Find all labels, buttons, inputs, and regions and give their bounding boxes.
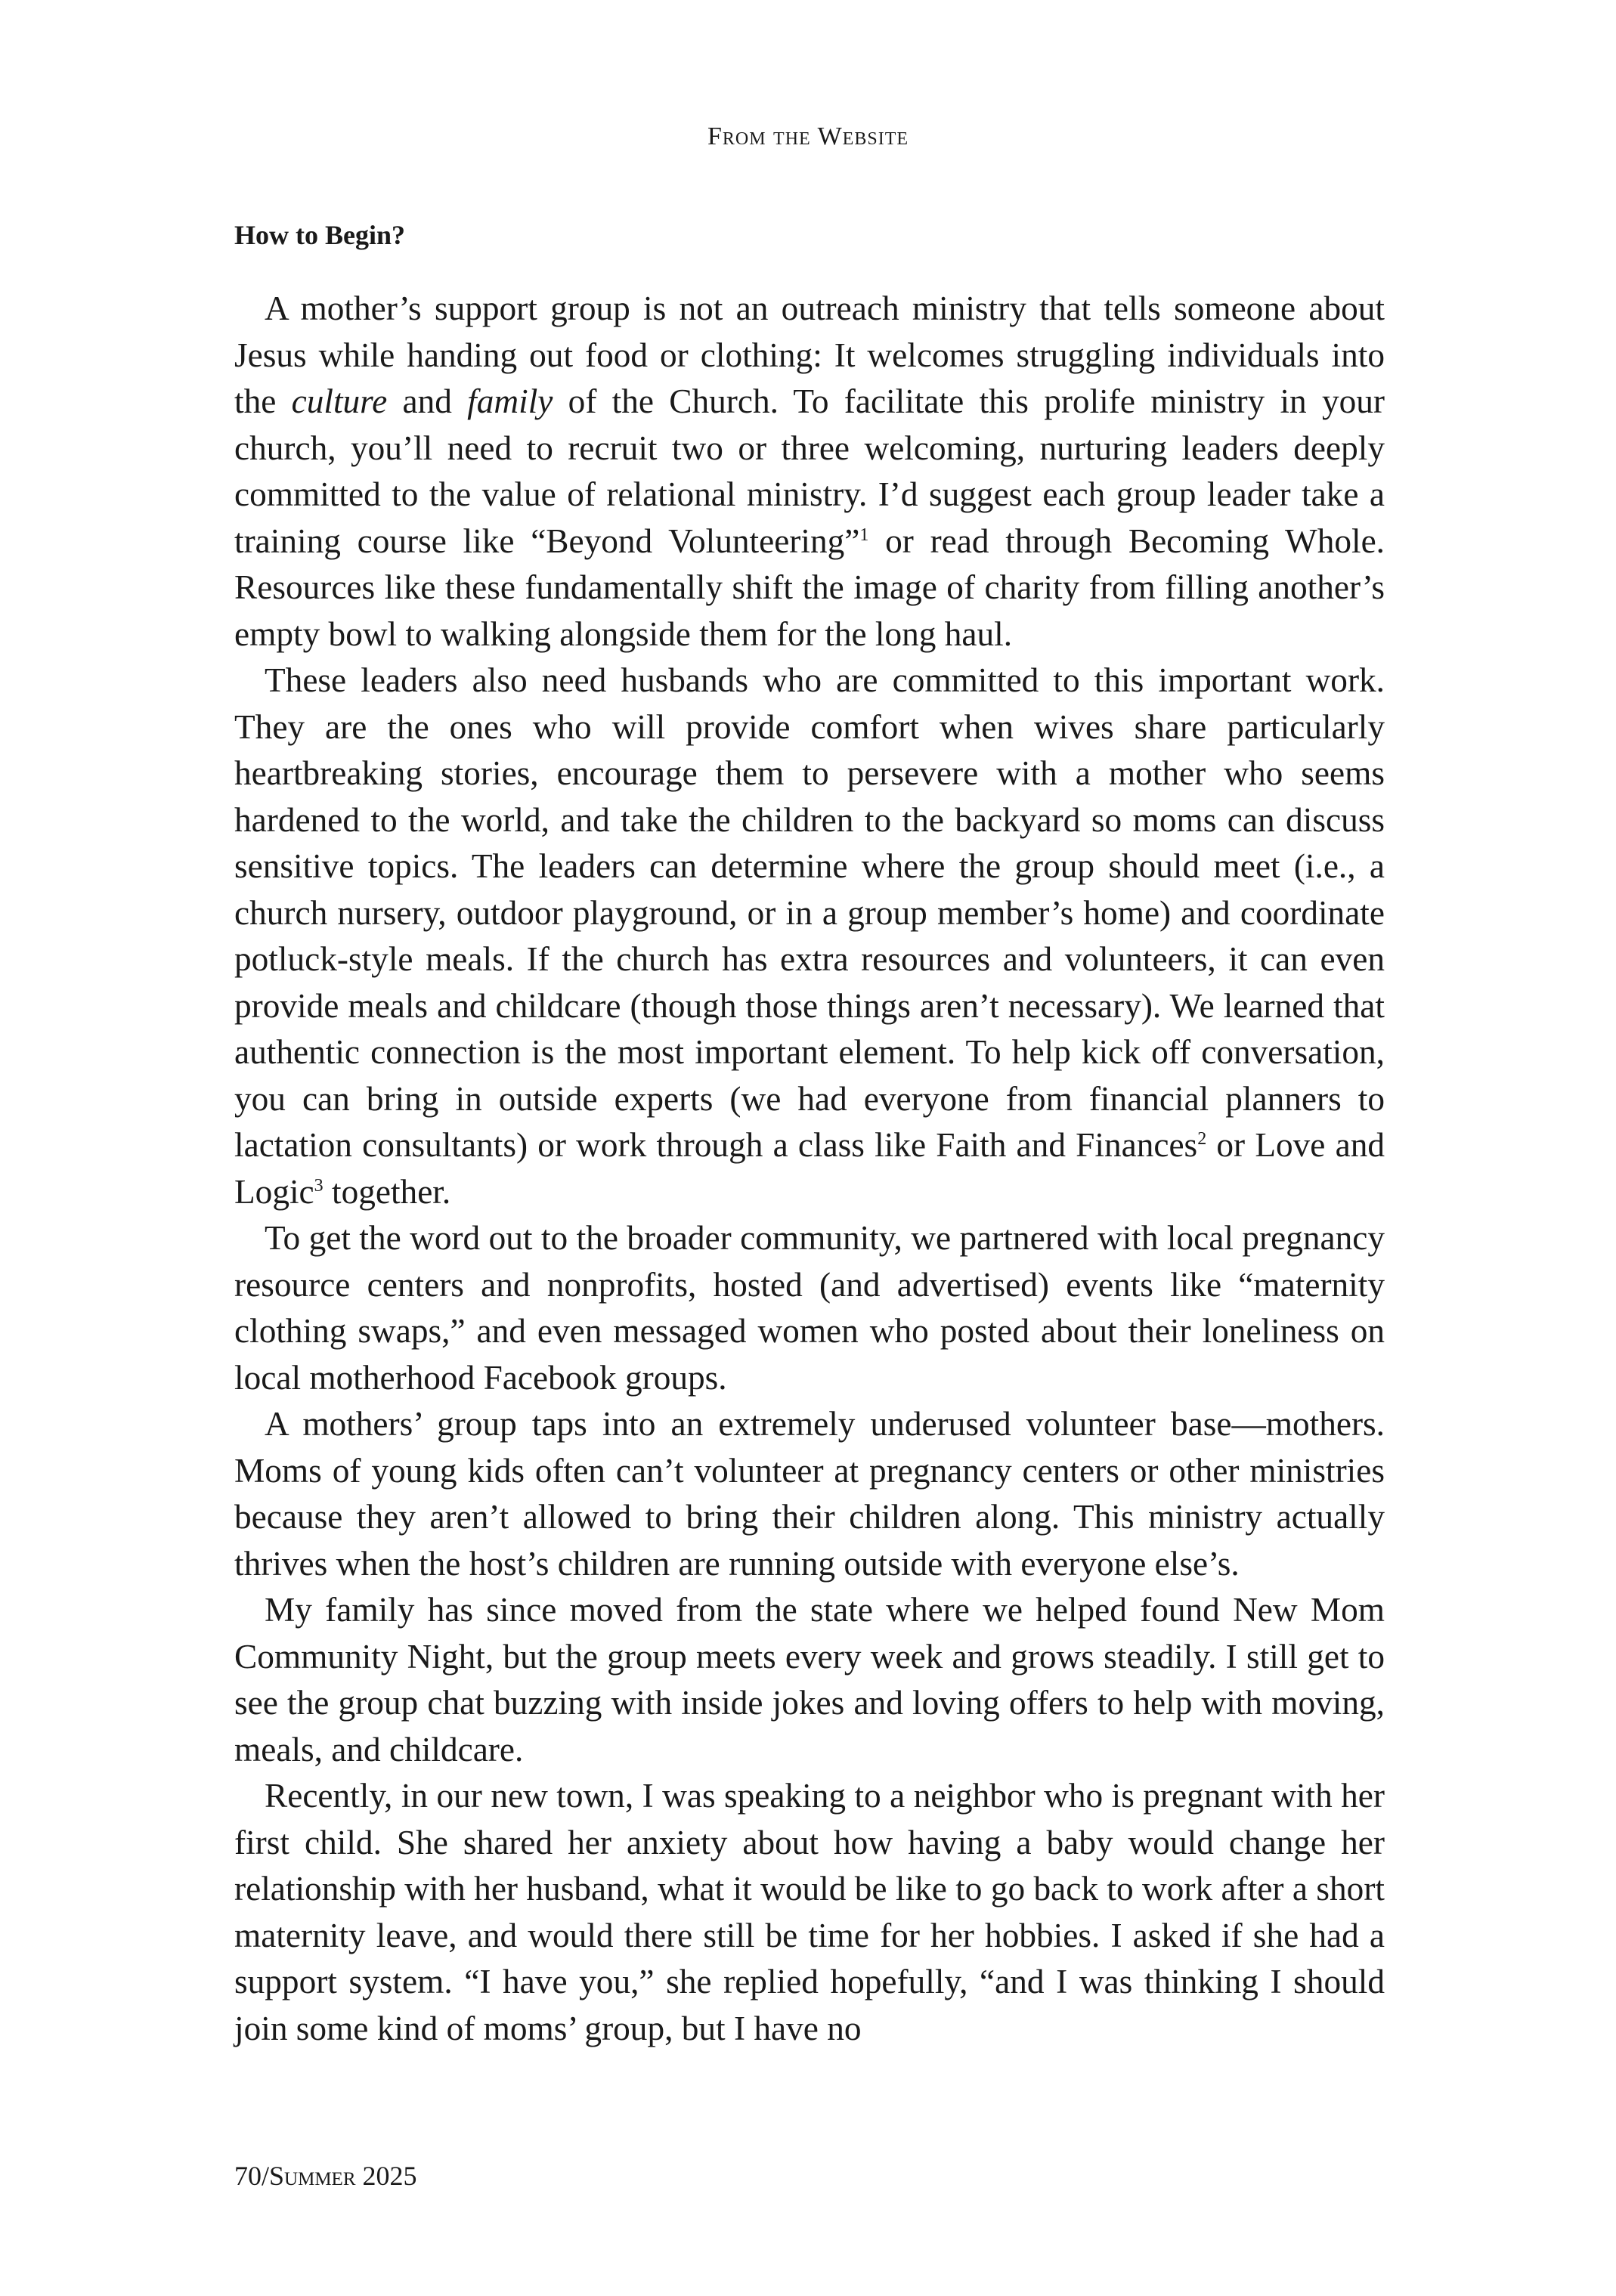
paragraph-5: My family has since moved from the state where we helped found New Mom Community Night, but the group meets every week and grows steadily. I still get to see the group chat buzzing with inside jokes and loving offers to help with moving, meals, and childcare. (234, 1591, 1385, 1768)
footnote-marker-3: 3 (314, 1175, 324, 1196)
text-run: or read through Becoming Whole. Resources like these fundamentally shift the image of charity from filling another’s empty bowl to walking alongside them for the long haul. (234, 521, 1385, 653)
paragraph-3: To get the word out to the broader community, we partnered with local pregnancy resource centers and nonprofits, hosted (and advertised) events like “maternity clothing swaps,” and even messaged women who posted about their loneliness on local motherhood Facebook groups. (234, 1219, 1385, 1397)
text-run: of the Church. To facilitate this prolife ministry in your church, you’ll need to recruit two or three welcoming, nurturing leaders deeply committed to the value of relational ministry. I’d suggest each group leader take a training course like “Beyond Volunteering” (234, 382, 1385, 560)
paragraph-2 (234, 658, 1385, 1215)
footnote-marker-2: 2 (1197, 1128, 1207, 1149)
page-number: 70/ (234, 2161, 270, 2191)
issue-label: Summer 2025 (269, 2161, 417, 2191)
paragraph-1 (234, 286, 1385, 658)
article-body (234, 286, 1385, 2052)
footnote-marker-1: 1 (859, 524, 869, 545)
section-heading: How to Begin? (234, 220, 406, 250)
paragraph-4: A mothers’ group taps into an extremely underused volunteer base—mothers. Moms of young kids often can’t volunteer at pregnancy centers or other ministries because they aren’t allowed to bring their children along. This ministry actually thrives when the host’s children are running outside with everyone else’s. (234, 1405, 1385, 1583)
text-run: These leaders also need husbands who are committed to this important work. They are the ones who will provide comfort when wives share particularly heartbreaking stories, encourage them to persevere with a mother who seems hardened to the world, and take the children to the backyard so moms can discuss sensitive topics. The leaders can determine where the group should meet (i.e., a church nursery, outdoor playground, or in a group member’s home) and coordinate potluck-style meals. If the church has extra resources and volunteers, it can even provide meals and childcare (though those things aren’t necessary). We learned that authentic connection is the most important element. To help kick off conversation, you can bring in outside experts (we had everyone from financial planners to lactation consultants) or work through a class like Faith and Finances (234, 661, 1385, 1164)
emphasis-family: family (467, 382, 553, 420)
emphasis-culture: culture (291, 382, 388, 420)
text-run: together. (323, 1172, 451, 1211)
text-run: A mother’s support group is not an outreach ministry that tells someone about Jesus while handing out food or clothing: It welcomes struggling individuals into the (234, 289, 1385, 420)
paragraph-6: Recently, in our new town, I was speaking to a neighbor who is pregnant with her first child. She shared her anxiety about how having a baby would change her relationship with her husband, what it would be like to go back to work after a short maternity leave, and would there still be time for her hobbies. I asked if she had a support system. “I have you,” she replied hopefully, “and I was thinking I should join some kind of moms’ group, but I have no (234, 1777, 1385, 2047)
running-header: From the Website (707, 122, 909, 150)
text-run: and (387, 382, 468, 420)
page-footer (234, 2160, 417, 2192)
text-run: or Love and Logic (234, 1126, 1385, 1211)
